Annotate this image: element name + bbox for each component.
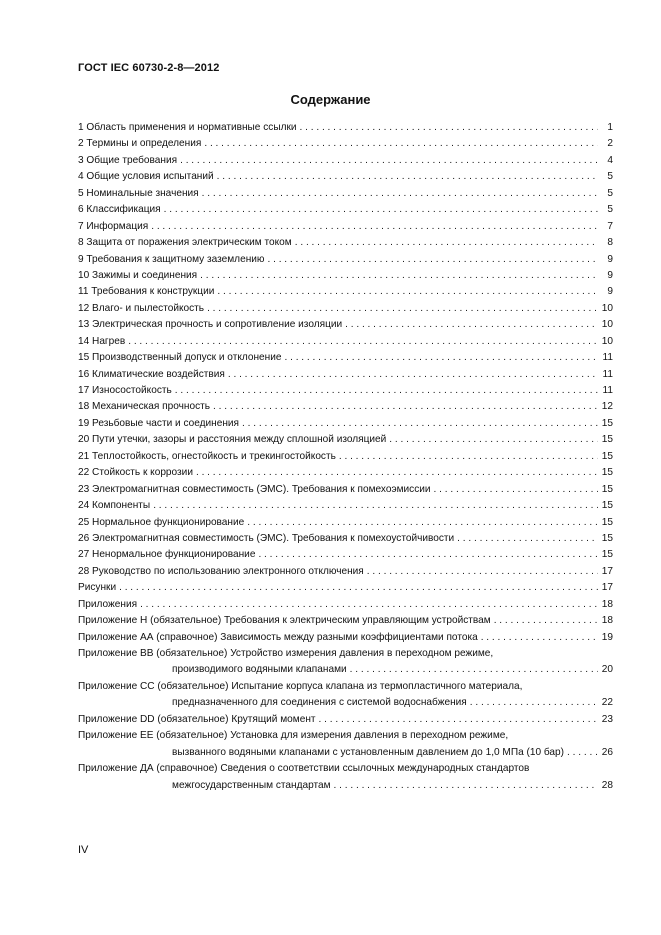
toc-entry-title: 24 Компоненты — [78, 500, 151, 512]
toc-entry-page: 10 — [601, 319, 613, 331]
toc-entry-title: Приложения — [78, 598, 138, 610]
toc-entry-page: 7 — [607, 220, 613, 232]
toc-entry[interactable] — [78, 613, 613, 629]
page-number: IV — [78, 844, 89, 856]
dot-leader — [204, 136, 598, 152]
toc-entry-title: 16 Климатические воздействия — [78, 368, 225, 380]
toc-entry-title: 21 Теплостойкость, огнестойкость и трекингостойкость — [78, 450, 336, 462]
toc-entry-title: 15 Производственный допуск и отклонение — [78, 352, 282, 364]
toc-entry[interactable] — [78, 547, 613, 563]
toc-entry-title: 18 Механическая прочность — [78, 401, 210, 413]
toc-entry-title: 14 Нагрев — [78, 335, 126, 347]
toc-entry[interactable] — [78, 465, 613, 481]
toc-entry-title: 19 Резьбовые части и соединения — [78, 417, 240, 429]
dot-leader — [242, 416, 598, 432]
toc-entry[interactable] — [78, 202, 613, 218]
toc-entry-page: 10 — [601, 302, 613, 314]
toc-entry-title: 11 Требования к конструкции — [78, 286, 215, 298]
toc-entry-title: Приложение АА (справочное) Зависимость между разными коэффициентами потока — [78, 631, 478, 643]
dot-leader — [470, 695, 598, 711]
toc-entry-title: Приложение ДА (справочное) Сведения о соответствии ссылочных международных стандартов — [78, 763, 530, 775]
toc-entry[interactable] — [78, 383, 613, 399]
dot-leader — [334, 778, 598, 794]
dot-leader — [494, 613, 598, 629]
dot-leader — [213, 399, 598, 415]
toc-entry[interactable] — [78, 761, 613, 794]
toc-entry-title: 1 Область применения и нормативные ссылки — [78, 122, 297, 133]
toc-entry[interactable] — [78, 679, 613, 712]
toc-entry-page: 17 — [601, 565, 613, 577]
toc-entry-title: 7 Информация — [78, 220, 149, 232]
dot-leader — [140, 597, 598, 613]
toc-entry-title: 12 Влаго- и пылестойкость — [78, 302, 205, 314]
toc-entry[interactable] — [78, 268, 613, 284]
toc-entry-title: 10 Зажимы и соединения — [78, 269, 198, 281]
toc-entry-continuation: производимого водяными клапанами — [172, 664, 347, 676]
dot-leader — [196, 465, 598, 481]
table-of-contents — [78, 120, 613, 794]
toc-entry[interactable] — [78, 432, 613, 448]
dot-leader — [350, 662, 598, 678]
toc-entry[interactable] — [78, 317, 613, 333]
toc-entry-page: 15 — [601, 500, 613, 512]
dot-leader — [567, 745, 598, 761]
dot-leader — [300, 120, 598, 136]
toc-entry[interactable] — [78, 482, 613, 498]
toc-entry-title: 22 Стойкость к коррозии — [78, 467, 193, 479]
toc-entry[interactable] — [78, 646, 613, 679]
toc-entry-title: 28 Руководство по использованию электронного отключения — [78, 565, 364, 577]
toc-entry-page: 15 — [601, 532, 613, 544]
toc-entry-continuation: вызванного водяными клапанами с установленным давлением до 1,0 МПа (10 бар) — [172, 746, 565, 758]
toc-entry-title: 4 Общие условия испытаний — [78, 171, 214, 183]
dot-leader — [389, 432, 598, 448]
dot-leader — [258, 547, 598, 563]
toc-entry[interactable] — [78, 252, 613, 268]
toc-entry-title: 25 Нормальное функционирование — [78, 516, 245, 528]
toc-entry-page: 19 — [601, 631, 613, 643]
toc-entry-page: 15 — [601, 549, 613, 561]
dot-leader — [267, 252, 598, 268]
toc-entry-page: 23 — [601, 713, 613, 725]
toc-entry-title: 27 Ненормальное функционирование — [78, 549, 256, 561]
dot-leader — [128, 334, 598, 350]
toc-entry-title: 5 Номинальные значения — [78, 187, 199, 199]
toc-entry[interactable] — [78, 712, 613, 728]
toc-entry-title: Приложение СС (обязательное) Испытание корпуса клапана из термопластичного материала, — [78, 680, 523, 692]
dot-leader — [200, 268, 598, 284]
toc-entry-page: 18 — [601, 598, 613, 610]
dot-leader — [295, 235, 598, 251]
toc-entry-page: 15 — [601, 434, 613, 446]
dot-leader — [217, 169, 598, 185]
toc-entry-page: 18 — [601, 615, 613, 627]
toc-entry-title: Приложение Н (обязательное) Требования к электрическим управляющим устройствам — [78, 615, 491, 627]
toc-entry-page: 4 — [607, 154, 613, 166]
dot-leader — [180, 153, 598, 169]
toc-entry-page: 9 — [607, 253, 613, 265]
toc-entry-title: 20 Пути утечки, зазоры и расстояния между сплошной изоляцией — [78, 434, 387, 446]
dot-leader — [202, 186, 598, 202]
toc-entry[interactable] — [78, 301, 613, 317]
dot-leader — [481, 630, 598, 646]
toc-entry-page: 5 — [607, 187, 613, 199]
toc-entry-page: 9 — [607, 269, 613, 281]
toc-entry-page: 9 — [607, 286, 613, 298]
dot-leader — [339, 449, 598, 465]
toc-entry[interactable] — [78, 449, 613, 465]
toc-entry[interactable] — [78, 515, 613, 531]
dot-leader — [217, 284, 598, 300]
toc-entry[interactable] — [78, 136, 613, 152]
toc-entry[interactable] — [78, 416, 613, 432]
toc-entry-continuation: межгосударственным стандартам — [172, 779, 331, 791]
toc-entry[interactable] — [78, 169, 613, 185]
toc-entry[interactable] — [78, 498, 613, 514]
toc-entry-title: Рисунки — [78, 582, 117, 594]
toc-entry-title: 3 Общие требования — [78, 154, 178, 166]
toc-entry[interactable] — [78, 186, 613, 202]
toc-entry[interactable] — [78, 120, 613, 136]
toc-entry-page: 10 — [601, 335, 613, 347]
toc-entry-title: 17 Износостойкость — [78, 385, 172, 396]
toc-entry-page: 22 — [601, 697, 613, 709]
dot-leader — [207, 301, 598, 317]
toc-entry-page: 11 — [602, 385, 613, 396]
toc-entry[interactable] — [78, 334, 613, 350]
toc-entry-title: 8 Защита от поражения электрическим током — [78, 237, 292, 249]
toc-entry-page: 15 — [601, 450, 613, 462]
toc-entry[interactable] — [78, 153, 613, 169]
dot-leader — [457, 531, 598, 547]
toc-entry-continuation: предназначенного для соединения с системой водоснабжения — [172, 697, 467, 709]
toc-entry-title: 26 Электромагнитная совместимость (ЭМС). Требования к помехоустойчивости — [78, 532, 455, 544]
toc-entry-page: 28 — [601, 779, 613, 791]
toc-entry-title: 23 Электромагнитная совместимость (ЭМС). Требования к помехоэмиссии — [78, 483, 431, 495]
toc-entry-page: 5 — [607, 204, 613, 216]
toc-entry[interactable] — [78, 284, 613, 300]
toc-entry-page: 26 — [601, 746, 613, 758]
dot-leader — [345, 317, 598, 333]
page-title: Содержание — [290, 92, 371, 107]
toc-entry-page: 2 — [607, 138, 613, 150]
dot-leader — [151, 219, 598, 235]
dot-leader — [434, 482, 598, 498]
toc-entry-page: 1 — [607, 122, 613, 133]
toc-entry-title: Приложение ВВ (обязательное) Устройство измерения давления в переходном режиме, — [78, 648, 494, 659]
toc-entry[interactable] — [78, 399, 613, 415]
toc-entry-page: 8 — [607, 237, 613, 249]
dot-leader — [319, 712, 598, 728]
dot-leader — [284, 350, 598, 366]
dot-leader — [153, 498, 598, 514]
document-id: ГОСТ IEC 60730-2-8—2012 — [78, 62, 220, 74]
dot-leader — [247, 515, 598, 531]
toc-entry-page: 11 — [602, 352, 613, 364]
toc-entry-page: 12 — [601, 401, 613, 413]
toc-entry-title: 13 Электрическая прочность и сопротивление изоляции — [78, 319, 343, 331]
dot-leader — [367, 564, 598, 580]
toc-entry[interactable] — [78, 597, 613, 613]
toc-entry-page: 5 — [607, 171, 613, 183]
toc-entry-page: 11 — [602, 368, 613, 380]
toc-entry-page: 20 — [601, 664, 613, 676]
toc-entry[interactable] — [78, 580, 613, 596]
toc-entry-title: 6 Классификация — [78, 204, 161, 216]
toc-entry[interactable] — [78, 219, 613, 235]
toc-entry[interactable] — [78, 350, 613, 366]
toc-entry-page: 15 — [601, 516, 613, 528]
dot-leader — [164, 202, 598, 218]
toc-entry-title: Приложение ЕЕ (обязательное) Установка для измерения давления в переходном режиме, — [78, 730, 509, 742]
toc-entry[interactable] — [78, 728, 613, 761]
toc-entry[interactable] — [78, 630, 613, 646]
dot-leader — [119, 580, 598, 596]
toc-entry-page: 15 — [601, 417, 613, 429]
toc-entry[interactable] — [78, 564, 613, 580]
toc-entry[interactable] — [78, 235, 613, 251]
toc-entry-title: 2 Термины и определения — [78, 138, 202, 150]
dot-leader — [228, 367, 598, 383]
toc-entry-title: 9 Требования к защитному заземлению — [78, 253, 265, 265]
toc-entry-title: Приложение DD (обязательное) Крутящий момент — [78, 713, 316, 725]
toc-entry-page: 15 — [601, 483, 613, 495]
toc-entry-page: 15 — [601, 467, 613, 479]
toc-entry-page: 17 — [601, 582, 613, 594]
dot-leader — [175, 383, 598, 399]
toc-entry[interactable] — [78, 367, 613, 383]
toc-entry[interactable] — [78, 531, 613, 547]
